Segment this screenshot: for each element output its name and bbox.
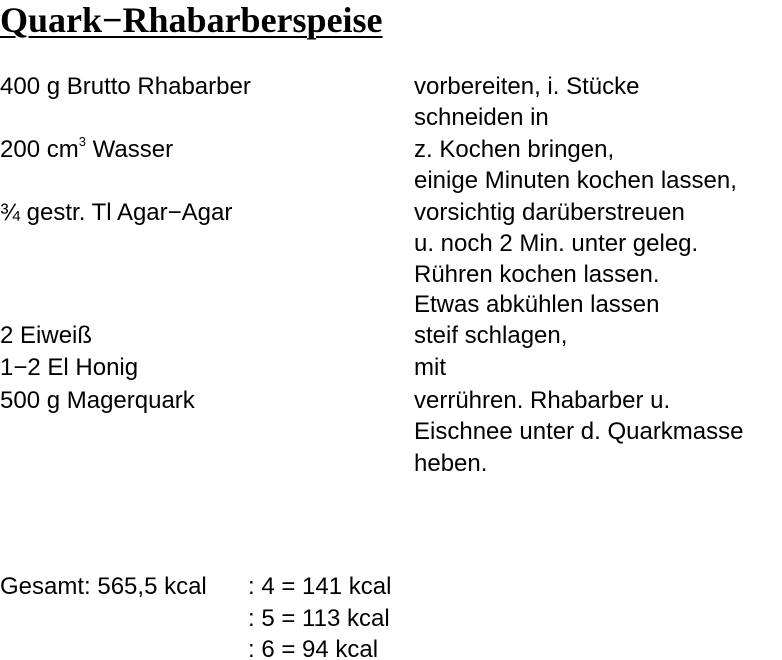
instruction-line: z. Kochen bringen, <box>414 136 615 163</box>
instruction-line: vorsichtig darüberstreuen <box>414 199 685 226</box>
instruction-line: vorbereiten, i. Stücke <box>414 73 640 100</box>
ingredient-wasser <box>0 136 173 164</box>
portion-calories-5: : 5 = 113 kcal <box>248 605 390 632</box>
ingredient-eiweiss: 2 Eiweiß <box>0 322 93 349</box>
instruction-line: steif schlagen, <box>414 322 568 349</box>
ingredient-wasser-amount: 200 cm <box>0 136 79 163</box>
instruction-line: Etwas abkühlen lassen <box>414 291 660 318</box>
instruction-line: Rühren kochen lassen. <box>414 261 660 288</box>
instruction-line: verrühren. Rhabarber u. <box>414 387 671 414</box>
recipe-title: Quark−Rhabarberspeise <box>0 0 383 40</box>
ingredient-agar: ¾ gestr. Tl Agar−Agar <box>0 199 233 226</box>
instruction-line: schneiden in <box>414 104 549 131</box>
portion-calories-4: : 4 = 141 kcal <box>248 573 392 600</box>
ingredient-wasser-superscript: 3 <box>78 134 86 149</box>
ingredient-wasser-name: Wasser <box>85 136 174 163</box>
ingredient-honig: 1−2 El Honig <box>0 354 139 381</box>
instruction-line: heben. <box>414 450 488 477</box>
ingredient-magerquark: 500 g Magerquark <box>0 387 195 414</box>
instruction-line: Eischnee unter d. Quarkmasse <box>414 418 744 445</box>
total-calories: Gesamt: 565,5 kcal <box>0 573 207 600</box>
ingredient-rhabarber: 400 g Brutto Rhabarber <box>0 73 251 100</box>
instruction-line: u. noch 2 Min. unter geleg. <box>414 230 699 257</box>
portion-calories-6: : 6 = 94 kcal <box>248 636 379 660</box>
instruction-line: mit <box>414 354 446 381</box>
instruction-line: einige Minuten kochen lassen, <box>414 167 737 194</box>
